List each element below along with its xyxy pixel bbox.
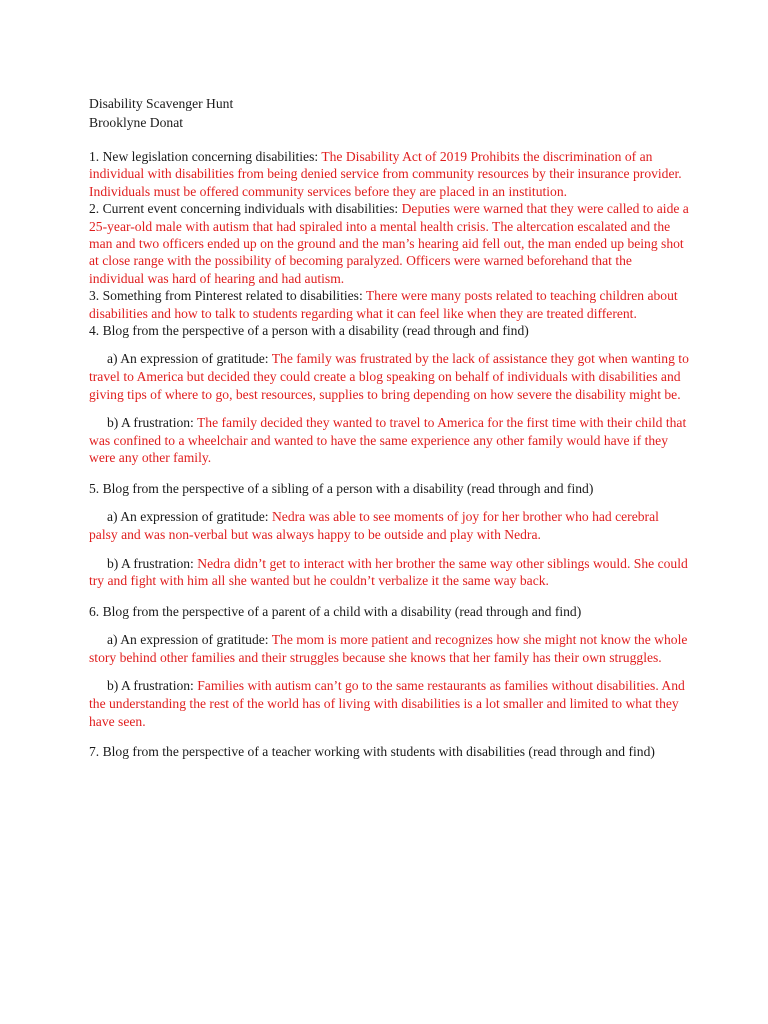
question-4a-prompt: a) An expression of gratitude: — [107, 351, 272, 367]
question-5a-answer: Nedra was able to see moments of joy for her brother who had cerebral palsy and was non-verbal but was always happy to be outside and play with Nedra. — [89, 509, 659, 543]
question-4b-answer: The family decided they wanted to travel to America for the first time with their child that was confined to a wheelchair and wanted to have the same experience any other family would have if they were any other family. — [89, 415, 687, 466]
question-6b-prompt: b) A frustration: — [107, 678, 198, 694]
question-6a — [89, 631, 689, 666]
question-3 — [89, 287, 689, 322]
question-6b — [89, 677, 689, 730]
question-2-prompt: 2. Current event concerning individuals with disabilities: — [89, 201, 402, 217]
question-4b-prompt: b) A frustration: — [107, 415, 197, 431]
question-5-prompt: 5. Blog from the perspective of a sibling of a person with a disability (read through and find) — [89, 481, 594, 497]
question-5 — [89, 480, 689, 497]
question-1-prompt: 1. New legislation concerning disabilities: — [89, 149, 322, 164]
question-4b — [89, 414, 689, 467]
question-5a-prompt: a) An expression of gratitude: — [107, 509, 272, 525]
author-name: Brooklyne Donat — [89, 115, 184, 130]
document-title: Disability Scavenger Hunt — [89, 96, 234, 111]
question-6a-prompt: a) An expression of gratitude: — [107, 632, 272, 648]
question-1 — [89, 148, 689, 200]
question-5b — [89, 555, 689, 590]
question-3-prompt: 3. Something from Pinterest related to disabilities: — [89, 288, 366, 304]
question-5b-answer: Nedra didn’t get to interact with her brother the same way other siblings would. She could try and fight with him all she wanted but he couldn’t verbalize it the same way back. — [89, 555, 688, 589]
question-6-prompt: 6. Blog from the perspective of a parent of a child with a disability (read through and find) — [89, 603, 582, 619]
question-5a — [89, 508, 689, 543]
question-4a — [89, 350, 689, 403]
question-2-answer: Deputies were warned that they were called to aide a 25-year-old male with autism that had spiraled into a mental health crisis. The altercation escalated and the man and two officers ended up on the ground and the man’s hearing aid fell out, the man ended up being shot at close range with the possibility of becoming paralyzed. Officers were warned beforehand that the individual was hard of hearing and had autism. — [89, 201, 689, 286]
question-3-answer: There were many posts related to teaching children about disabilities and how to talk to students regarding what it can feel like when they are treated different. — [89, 288, 678, 321]
question-4 — [89, 322, 689, 339]
question-5b-prompt: b) A frustration: — [107, 555, 198, 571]
question-6 — [89, 603, 689, 620]
question-7 — [89, 743, 689, 760]
question-6a-answer: The mom is more patient and recognizes how she might not know the whole story behind other families and their struggles because she knows that her family has their own struggles. — [89, 632, 688, 665]
question-4-prompt: 4. Blog from the perspective of a person with a disability (read through and find) — [89, 323, 529, 339]
question-7-prompt: 7. Blog from the perspective of a teacher working with students with disabilities (read through and find) — [89, 744, 655, 760]
question-1-answer: The Disability Act of 2019 Prohibits the discrimination of an individual with disabilities from being denied service from community resources by their insurance provider. Individuals must be offered community services before they are placed in an institution. — [89, 149, 682, 199]
question-2 — [89, 200, 689, 287]
question-6b-answer: Families with autism can’t go to the same restaurants as families without disabilities. And the understanding the rest of the world has of living with disabilities is a lot smaller and limited to what they have seen. — [89, 678, 685, 729]
document-page — [89, 94, 689, 761]
question-4a-answer: The family was frustrated by the lack of assistance they got when wanting to travel to America but decided they could create a blog speaking on behalf of individuals with disabilities and giving tips of where to go, best resources, supplies to bring depending on how severe the disability might be. — [89, 351, 689, 402]
